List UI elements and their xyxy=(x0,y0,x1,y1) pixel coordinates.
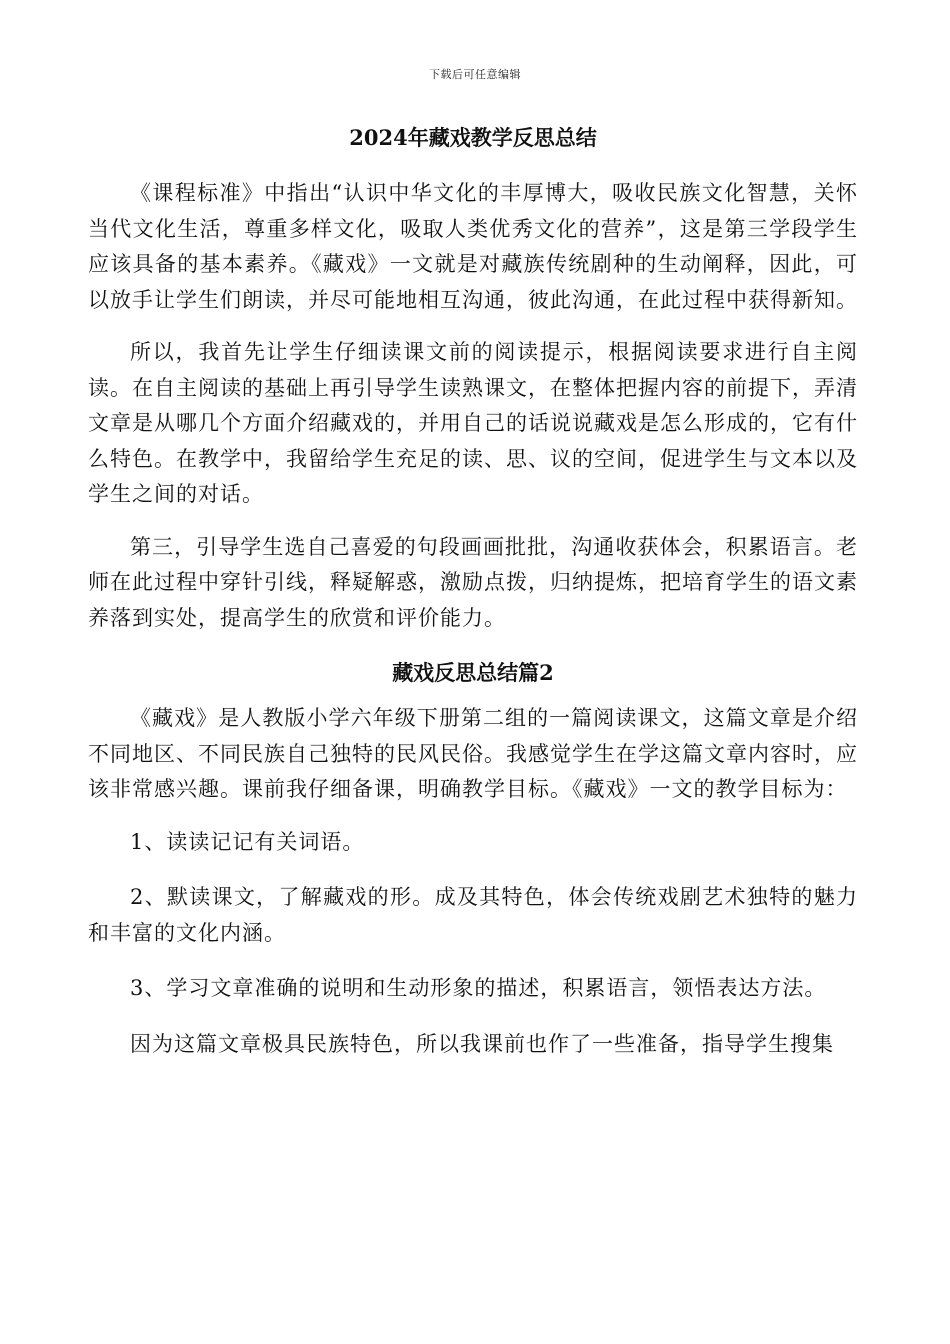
goal-item-1: 1、读读记记有关词语。 xyxy=(130,829,365,854)
paragraph-2: 所以，我首先让学生仔细读课文前的阅读提示，根据阅读要求进行自主阅读。在自主阅读的基础上再引导学生读熟课文，在整体把握内容的前提下，弄清文章是从哪几个方面介绍藏戏的，并用自己的话说说藏戏是怎么形成的，它有什么特色。在教学中，我留给学生充足的读、思、议的空间，促进学生与文本以及学生之间的对话。 xyxy=(88,340,858,506)
document-title: 2024年藏戏教学反思总结 xyxy=(349,125,597,150)
paragraph-1: 《课程标准》中指出“认识中华文化的丰厚博大，吸收民族文化智慧，关怀当代文化生活，尊重多样文化，吸取人类优秀文化的营养”，这是第三学段学生应该具备的基本素养。《藏戏》一文就是对藏族传统剧种的生动阐释，因此，可以放手让学生们朗读，并尽可能地相互沟通，彼此沟通，在此过程中获得新知。 xyxy=(88,181,858,312)
goal-item-3: 3、学习文章准确的说明和生动形象的描述，积累语言，领悟表达方法。 xyxy=(130,976,827,1000)
document-body xyxy=(88,118,858,1079)
section-subtitle: 藏戏反思总结篇2 xyxy=(392,660,554,685)
closing-paragraph: 因为这篇文章极具民族特色，所以我课前也作了一些准备，指导学生搜集 xyxy=(130,1031,834,1056)
paragraph-4: 《藏戏》是人教版小学六年级下册第二组的一篇阅读课文，这篇文章是介绍不同地区、不同民族自己独特的民风民俗。我感觉学生在学这篇文章内容时，应该非常感兴趣。课前我仔细备课，明确教学目标。《藏戏》一文的教学目标为： xyxy=(88,706,858,801)
paragraph-3: 第三，引导学生选自己喜爱的句段画画批批，沟通收获体会，积累语言。老师在此过程中穿针引线，释疑解惑，激励点拨，归纳提炼，把培育学生的语文素养落到实处，提高学生的欣赏和评价能力。 xyxy=(88,534,858,630)
goal-item-2: 2、默读课文，了解藏戏的形。成及其特色，体会传统戏剧艺术独特的魅力和丰富的文化内涵。 xyxy=(88,885,858,945)
header-note: 下载后可任意编辑 xyxy=(429,68,521,81)
